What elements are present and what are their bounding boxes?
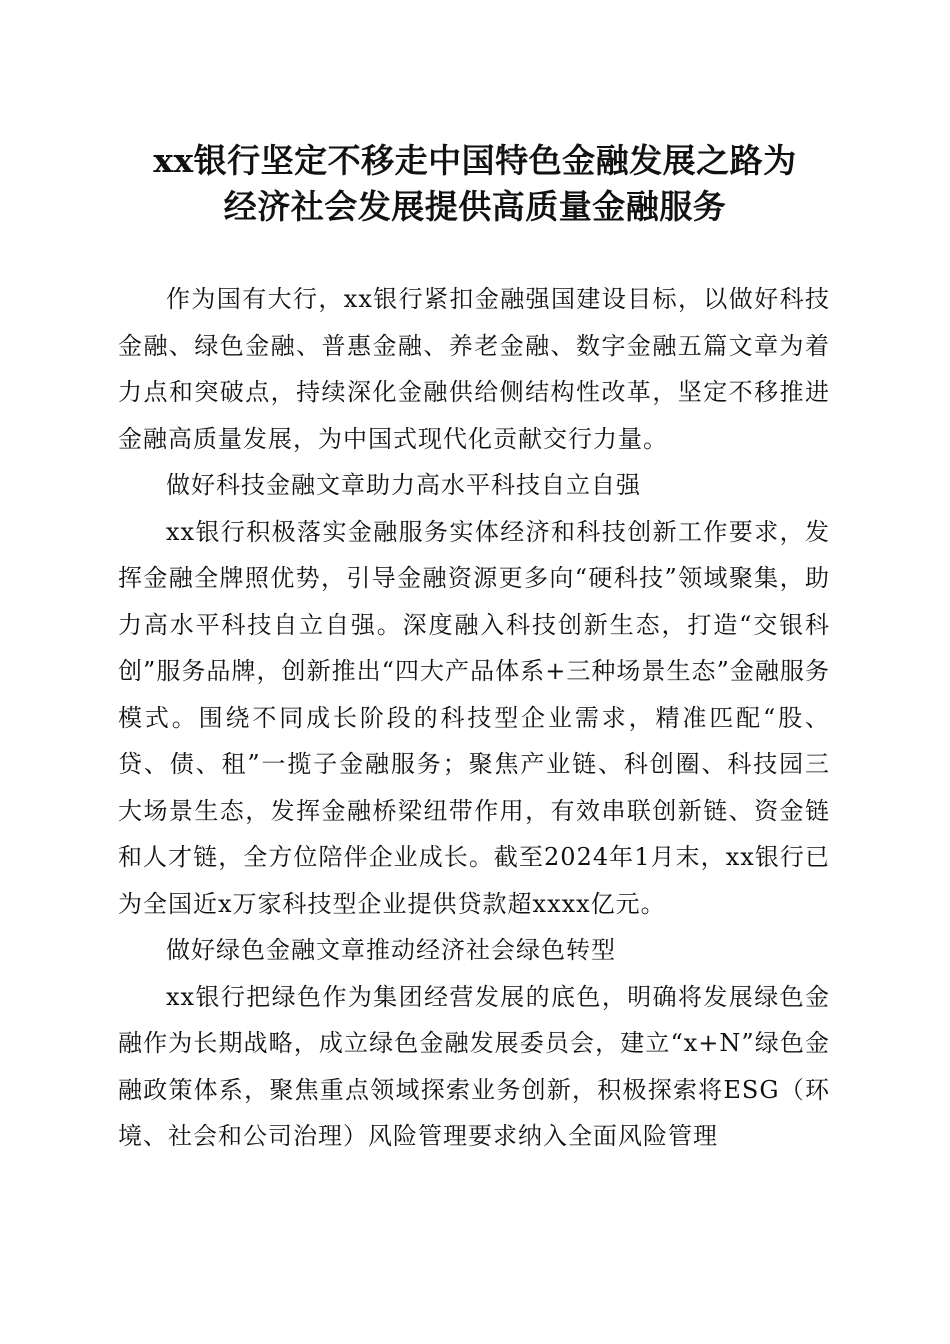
tech-finance-paragraph: xx银行积极落实金融服务实体经济和科技创新工作要求，发挥金融全牌照优势，引导金融资源更多向“硬科技”领域聚集，助力高水平科技自立自强。深度融入科技创新生态，打造“交银科创”服务品牌，创新推出“四大产品体系+三种场景生态”金融服务模式。围绕不同成长阶段的科技型企业需求，精准匹配“股、贷、债、租”一揽子金融服务；聚焦产业链、科创圈、科技园三大场景生态，发挥金融桥梁纽带作用，有效串联创新链、资金链和人才链，全方位陪伴企业成长。截至2024年1月末，xx银行已为全国近x万家科技型企业提供贷款超xxxx亿元。: [118, 517, 830, 918]
document-body: [118, 276, 830, 1160]
green-finance-paragraph: xx银行把绿色作为集团经营发展的底色，明确将发展绿色金融作为长期战略，成立绿色金融发展委员会，建立“x+N”绿色金融政策体系，聚焦重点领域探索业务创新，积极探索将ESG（环境、社会和公司治理）风险管理要求纳入全面风险管理: [118, 982, 830, 1150]
title-line-2: 经济社会发展提供高质量金融服务: [223, 187, 727, 226]
section-heading-tech-finance: 做好科技金融文章助力高水平科技自立自强: [166, 471, 641, 499]
title-line-1: xx银行坚定不移走中国特色金融发展之路为: [153, 141, 797, 180]
document-title: [100, 138, 850, 230]
section-heading-green-finance: 做好绿色金融文章推动经济社会绿色转型: [166, 936, 616, 964]
intro-paragraph: 作为国有大行，xx银行紧扣金融强国建设目标，以做好科技金融、绿色金融、普惠金融、养老金融、数字金融五篇文章为着力点和突破点，持续深化金融供给侧结构性改革，坚定不移推进金融高质量发展，为中国式现代化贡献交行力量。: [118, 285, 830, 453]
